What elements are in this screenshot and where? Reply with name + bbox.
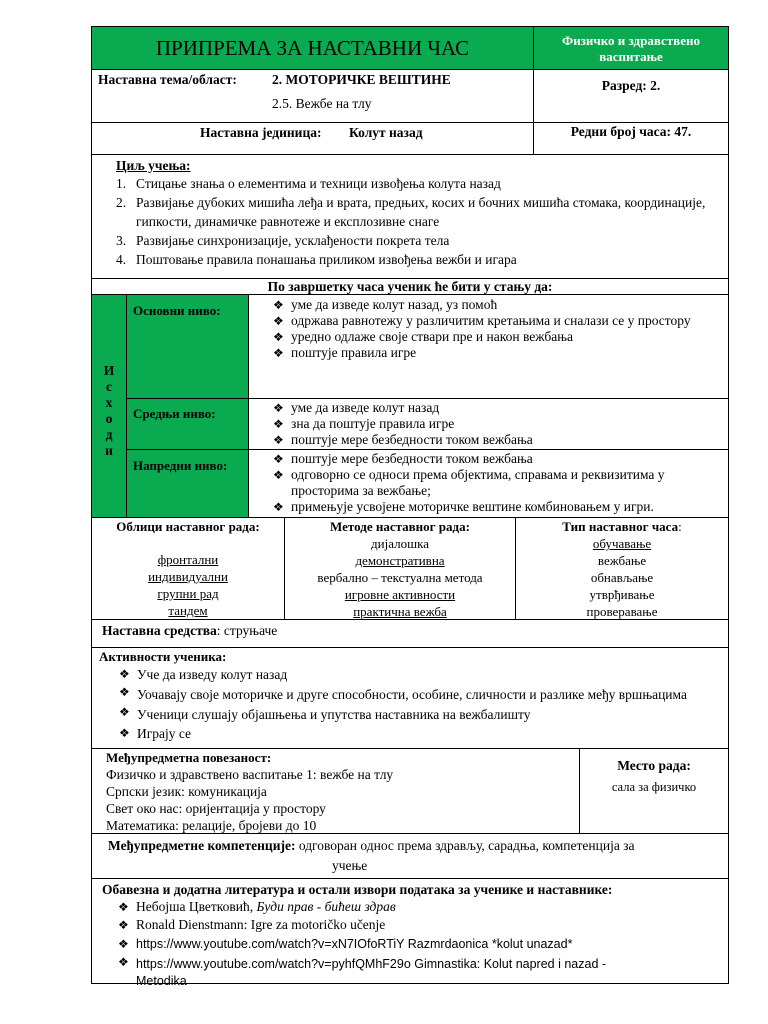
literature-cell [91,878,729,988]
middle-level-label-cell [126,398,249,450]
correlation-label: Међупредметна повезаност: [106,750,272,765]
goal-cell [91,154,729,279]
topic-value: 2. МОТОРИЧКЕ ВЕШТИНЕ [272,72,451,87]
unit-cell [91,122,534,155]
lesson-type-cell [515,517,729,620]
lesson-type-item: утврђивање [589,587,655,602]
basic-level-items-cell [248,294,729,399]
correlation-item: Свет око нас: оријентација у простору [106,801,326,816]
list-item: ❖ https://www.youtube.com/watch?v=xN7IOfoRTiY Razmrdaonica *kolut unazad* [116,934,720,954]
topic-cell [91,69,534,123]
outcomes-heading-cell [91,278,729,295]
list-item: ❖ примењује усвојене моторичке вештине комбиновањем у игри. [271,499,720,515]
competences-value: одговоран однос према здрављу, сарадња, компетенција за [298,838,635,853]
list-item: ❖ уредно одлаже своје ствари пре и након вежбања [271,329,720,345]
methods-item: практична вежба [353,604,447,619]
means-value: : струњаче [216,623,278,638]
lesson-type-item: проверавање [586,604,658,619]
methods-label: Методе наставног рада: [330,519,470,534]
basic-level-list [271,297,720,361]
middle-level-list [271,400,720,448]
header-title-cell [91,26,534,70]
place-cell [579,748,729,834]
goal-item: 4. Поштовање правила понашања приликом извођења вежби и игара [116,252,517,267]
outcomes-heading: По завршетку часа ученик ће бити у стању да: [267,279,553,294]
means-cell [91,619,729,648]
list-item [116,954,720,990]
correlation-item: Математика: релације, бројеви до 10 [106,818,317,833]
literature-list [102,898,720,990]
methods-item: игровне активности [344,587,456,602]
literature-author: Небојша Цветковић, [136,899,254,914]
header-subject-cell [533,26,729,70]
competences-cell [91,833,729,879]
advanced-level-items-cell [248,449,729,518]
literature-label: Обавезна и додатна литература и остали извори података за ученике и наставнике: [102,882,613,897]
list-item: ❖ Ученици слушају објашњења и упутства наставника на вежбалишту [117,703,720,724]
subject-line-2: васпитање [599,49,663,64]
place-value: сала за физичко [611,780,697,794]
forms-item: индивидуални [148,569,228,584]
unit-value: Колут назад [349,125,423,140]
methods-item: вербално – текстуална метода [317,570,483,585]
forms-item: тандем [168,603,208,618]
list-item: ❖ Играју се [117,724,720,743]
list-item: ❖ поштује мере безбедности током вежбања [271,432,720,448]
place-label: Место рада: [617,758,691,773]
means-label: Наставна средства [102,623,217,638]
topic-label: Наставна тема/област: [98,72,237,87]
activities-label: Активности ученика: [99,649,227,664]
basic-level-label-cell [126,294,249,399]
lesson-type-label: Тип наставног часа [562,519,679,534]
list-item: ❖ поштује мере безбедности током вежбања [271,451,720,467]
page-title: ПРИПРЕМА ЗА НАСТАВНИ ЧАС [155,36,470,60]
lesson-type-colon: : [678,519,682,534]
advanced-level-label-cell [126,449,249,518]
list-item: ❖ Ronald Dienstmann: Igre za motoričko učenje [116,916,720,934]
topic-sub: 2.5. Вежбе на тлу [272,96,372,111]
activities-list [99,665,720,743]
goal-item: 2. Развијање дубоких мишића леђа и врата, предњих, косих и бочних мишића стомака, координације, гипкости, динамичке равнотеже и експлозивне снаге [116,195,706,229]
lesson-type-item: обнављање [590,570,654,585]
middle-level-label: Средњи ниво: [133,406,216,421]
activities-cell [91,647,729,749]
methods-cell [284,517,516,620]
goal-item: 3. Развијање синхронизације, усклађености покрета тела [116,233,450,248]
list-item: ❖ зна да поштује правила игре [271,416,720,432]
advanced-level-list [271,451,720,515]
literature-link-continued: Metodika [136,974,187,988]
literature-title: Буди прав - бићеш здрав [256,899,396,914]
competences-label: Међупредметне компетенције: [108,838,296,853]
middle-level-items-cell [248,398,729,450]
forms-item: фронтални [157,552,219,567]
list-item: ❖ одговорно се односи према објектима, справама и реквизитима у просторима за вежбање; [271,467,720,499]
list-item: ❖ уме да изведе колут назад, уз помоћ [271,297,720,313]
list-item [116,898,720,916]
lesson-number-cell [533,122,729,155]
grade: Разред: 2. [601,78,661,93]
list-item: ❖ Уче да изведу колут назад [117,665,720,684]
forms-label: Облици наставног рада: [116,519,260,534]
correlation-cell [91,748,580,834]
grade-cell [533,69,729,123]
goal-item: 1. Стицање знања о елементима и техници извођења колута назад [116,176,501,191]
lesson-type-item: обучавање [592,536,652,551]
forms-cell [91,517,285,620]
lesson-type-label-row [516,519,728,535]
goal-label: Циљ учења: [116,158,191,173]
competences-line-2: учење [332,858,368,873]
lesson-number: Редни број часа: 47. [570,124,692,139]
lesson-type-item: вежбање [597,553,647,568]
competences-line-1 [108,838,635,854]
methods-item: демонстративна [355,553,445,568]
correlation-item: Српски језик: комуникација [106,784,267,799]
list-item: ❖ поштује правила игре [271,345,720,361]
literature-link[interactable]: ❖ https://www.youtube.com/watch?v=pyhfQMhF29o Gimnastika: Kolut napred i nazad - [136,957,607,971]
list-item: ❖ одржава равнотежу у различитим кретањима и сналази се у простору [271,313,720,329]
advanced-level-label: Напредни ниво: [133,458,228,473]
goal-list [112,174,712,269]
list-item: ❖ Уочавају своје моторичке и друге способности, особине, сличности и разлике међу вршњацима [117,684,720,703]
forms-item: групни рад [157,586,219,601]
methods-item: дијалошка [371,536,429,551]
unit-label: Наставна јединица: [200,125,322,140]
subject-line-1: Физичко и здравствено [562,33,700,48]
outcomes-side-label: И с х о д и [91,294,127,518]
basic-level-label: Основни ниво: [133,303,221,318]
correlation-item: Физичко и здравствено васпитање 1: вежбе на тлу [106,767,394,782]
list-item: ❖ уме да изведе колут назад [271,400,720,416]
